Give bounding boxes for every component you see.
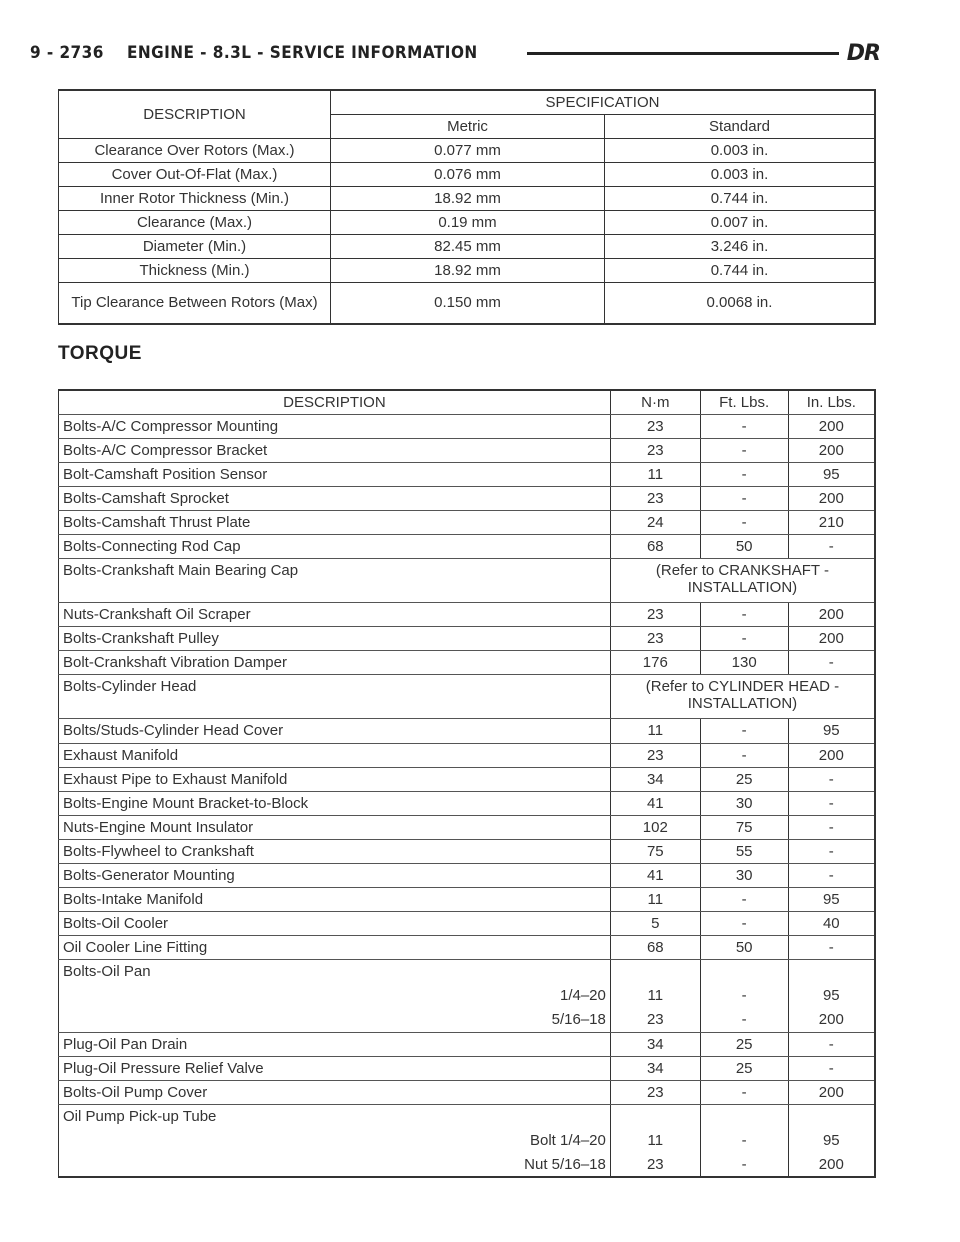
table-row [59, 1104, 876, 1128]
torque-description-cell: Bolts-Oil Cooler [59, 912, 611, 936]
table-row [59, 743, 876, 767]
torque-nm-cell: 24 [610, 510, 700, 534]
torque-nm-cell: 11 [610, 719, 700, 743]
torque-description-cell: Bolts-Camshaft Sprocket [59, 486, 611, 510]
torque-inlbs-cell: 95 [788, 462, 875, 486]
empty-cell [788, 1104, 875, 1128]
torque-description-cell: Bolts-Intake Manifold [59, 888, 611, 912]
torque-description-cell: Bolts-Crankshaft Pulley [59, 627, 611, 651]
torque-ftlbs-cell: - [700, 603, 788, 627]
torque-inlbs-cell: 95 [788, 984, 875, 1008]
torque-table [58, 389, 876, 1178]
torque-inlbs-cell: - [788, 839, 875, 863]
torque-ftlbs-cell: - [700, 510, 788, 534]
torque-inlbs-cell: 200 [788, 743, 875, 767]
table-row [59, 864, 876, 888]
torque-inlbs-cell: - [788, 815, 875, 839]
spec-description-cell: Diameter (Min.) [59, 234, 331, 258]
torque-inlbs-cell: 200 [788, 414, 875, 438]
header-rule [527, 52, 838, 55]
torque-col-inlbs: In. Lbs. [788, 390, 875, 414]
torque-description-cell: Bolt-Camshaft Position Sensor [59, 462, 611, 486]
torque-nm-cell: 5 [610, 912, 700, 936]
table-row [59, 138, 876, 162]
torque-nm-cell: 23 [610, 627, 700, 651]
spec-standard-cell: 0.744 in. [605, 258, 876, 282]
empty-cell [610, 1104, 700, 1128]
table-subrow [59, 1008, 876, 1032]
torque-ftlbs-cell: 50 [700, 535, 788, 559]
specification-table [58, 89, 876, 325]
spec-standard-cell: 0.0068 in. [605, 282, 876, 324]
torque-ftlbs-cell: - [700, 1080, 788, 1104]
torque-ftlbs-cell: - [700, 912, 788, 936]
torque-nm-cell: 23 [610, 603, 700, 627]
spec-col-standard: Standard [605, 114, 876, 138]
empty-cell [700, 1104, 788, 1128]
page-header [30, 38, 880, 68]
torque-section-title: TORQUE [58, 343, 142, 364]
spec-description-cell: Cover Out-Of-Flat (Max.) [59, 162, 331, 186]
torque-nm-cell: 68 [610, 535, 700, 559]
spec-standard-cell: 0.744 in. [605, 186, 876, 210]
spec-col-specification: SPECIFICATION [331, 90, 876, 114]
torque-description-cell: Bolts-Connecting Rod Cap [59, 535, 611, 559]
torque-nm-cell: 23 [610, 438, 700, 462]
torque-ftlbs-cell: - [700, 627, 788, 651]
table-row [59, 559, 876, 603]
spec-description-cell: Tip Clearance Between Rotors (Max) [59, 282, 331, 324]
torque-description-cell: Bolts-Oil Pump Cover [59, 1080, 611, 1104]
torque-nm-cell: 11 [610, 984, 700, 1008]
torque-inlbs-cell: - [788, 1056, 875, 1080]
table-row [59, 535, 876, 559]
torque-nm-cell: 41 [610, 791, 700, 815]
torque-ftlbs-cell: 25 [700, 1056, 788, 1080]
torque-inlbs-cell: 200 [788, 1080, 875, 1104]
torque-ftlbs-cell: 30 [700, 864, 788, 888]
torque-ftlbs-cell: - [700, 414, 788, 438]
torque-inlbs-cell: 200 [788, 1153, 875, 1177]
torque-ftlbs-cell: - [700, 1129, 788, 1153]
spec-metric-cell: 18.92 mm [331, 258, 605, 282]
torque-nm-cell: 23 [610, 1153, 700, 1177]
torque-ftlbs-cell: 75 [700, 815, 788, 839]
torque-ftlbs-cell: 25 [700, 1032, 788, 1056]
torque-description-cell: Bolts-Generator Mounting [59, 864, 611, 888]
table-row [59, 234, 876, 258]
torque-nm-cell: 11 [610, 462, 700, 486]
page-title: 9 - 2736 ENGINE - 8.3L - SERVICE INFORMATION [30, 43, 478, 63]
torque-nm-cell: 23 [610, 1008, 700, 1032]
torque-description-cell: Plug-Oil Pressure Relief Valve [59, 1056, 611, 1080]
spec-metric-cell: 18.92 mm [331, 186, 605, 210]
torque-nm-cell: 23 [610, 1080, 700, 1104]
table-row [59, 210, 876, 234]
torque-reference-cell: (Refer to CYLINDER HEAD - INSTALLATION) [610, 675, 875, 719]
torque-ftlbs-cell: - [700, 1008, 788, 1032]
table-row [59, 1080, 876, 1104]
torque-inlbs-cell: - [788, 1032, 875, 1056]
spec-standard-cell: 0.003 in. [605, 162, 876, 186]
torque-nm-cell: 41 [610, 864, 700, 888]
torque-inlbs-cell: 95 [788, 1129, 875, 1153]
torque-description-cell: Nuts-Crankshaft Oil Scraper [59, 603, 611, 627]
torque-inlbs-cell: - [788, 864, 875, 888]
spec-metric-cell: 0.076 mm [331, 162, 605, 186]
torque-inlbs-cell: 200 [788, 603, 875, 627]
table-row [59, 186, 876, 210]
empty-cell [788, 960, 875, 984]
torque-ftlbs-cell: - [700, 984, 788, 1008]
spec-col-metric: Metric [331, 114, 605, 138]
torque-description-cell: Bolts/Studs-Cylinder Head Cover [59, 719, 611, 743]
torque-ftlbs-cell: - [700, 486, 788, 510]
torque-description-cell: Exhaust Manifold [59, 743, 611, 767]
torque-description-cell: Bolt-Crankshaft Vibration Damper [59, 651, 611, 675]
torque-inlbs-cell: 200 [788, 627, 875, 651]
table-row [59, 839, 876, 863]
torque-nm-cell: 68 [610, 936, 700, 960]
torque-description-cell: Exhaust Pipe to Exhaust Manifold [59, 767, 611, 791]
table-row [59, 1032, 876, 1056]
torque-description-cell: Bolts-Camshaft Thrust Plate [59, 510, 611, 534]
table-subrow [59, 1129, 876, 1153]
table-row [59, 162, 876, 186]
torque-table-body [59, 414, 876, 1177]
empty-cell [700, 960, 788, 984]
torque-reference-cell: (Refer to CRANKSHAFT - INSTALLATION) [610, 559, 875, 603]
table-row [59, 719, 876, 743]
table-row [59, 912, 876, 936]
torque-inlbs-cell: 95 [788, 888, 875, 912]
table-row [59, 767, 876, 791]
torque-ftlbs-cell: - [700, 888, 788, 912]
table-row [59, 791, 876, 815]
spec-description-cell: Inner Rotor Thickness (Min.) [59, 186, 331, 210]
torque-description-cell: Plug-Oil Pan Drain [59, 1032, 611, 1056]
torque-nm-cell: 34 [610, 767, 700, 791]
spec-standard-cell: 0.007 in. [605, 210, 876, 234]
torque-description-cell: Oil Cooler Line Fitting [59, 936, 611, 960]
torque-ftlbs-cell: 50 [700, 936, 788, 960]
torque-inlbs-cell: - [788, 535, 875, 559]
torque-nm-cell: 23 [610, 743, 700, 767]
torque-ftlbs-cell: 25 [700, 767, 788, 791]
torque-description-cell: Nuts-Engine Mount Insulator [59, 815, 611, 839]
table-row [59, 603, 876, 627]
table-row [59, 486, 876, 510]
spec-description-cell: Clearance Over Rotors (Max.) [59, 138, 331, 162]
torque-inlbs-cell: 40 [788, 912, 875, 936]
torque-inlbs-cell: 200 [788, 1008, 875, 1032]
table-row [59, 888, 876, 912]
torque-col-ftlbs: Ft. Lbs. [700, 390, 788, 414]
table-row [59, 510, 876, 534]
table-row [59, 651, 876, 675]
table-row [59, 282, 876, 324]
torque-inlbs-cell: 210 [788, 510, 875, 534]
spec-metric-cell: 0.150 mm [331, 282, 605, 324]
torque-nm-cell: 102 [610, 815, 700, 839]
torque-inlbs-cell: 200 [788, 486, 875, 510]
torque-nm-cell: 176 [610, 651, 700, 675]
torque-inlbs-cell: - [788, 767, 875, 791]
torque-inlbs-cell: - [788, 651, 875, 675]
brand-mark: DR [846, 40, 880, 66]
table-row [59, 438, 876, 462]
spec-metric-cell: 0.077 mm [331, 138, 605, 162]
spec-standard-cell: 0.003 in. [605, 138, 876, 162]
torque-description-cell: Bolts-Cylinder Head [59, 675, 611, 719]
torque-subrow-label: Nut 5/16–18 [59, 1153, 611, 1177]
torque-ftlbs-cell: 30 [700, 791, 788, 815]
table-row [59, 936, 876, 960]
spec-metric-cell: 0.19 mm [331, 210, 605, 234]
torque-col-description: DESCRIPTION [59, 390, 611, 414]
table-row [59, 815, 876, 839]
torque-description-cell: Bolts-Flywheel to Crankshaft [59, 839, 611, 863]
spec-col-description: DESCRIPTION [59, 90, 331, 138]
spec-standard-cell: 3.246 in. [605, 234, 876, 258]
torque-inlbs-cell: 200 [788, 438, 875, 462]
torque-nm-cell: 34 [610, 1056, 700, 1080]
torque-nm-cell: 75 [610, 839, 700, 863]
torque-nm-cell: 34 [610, 1032, 700, 1056]
torque-subrow-label: 5/16–18 [59, 1008, 611, 1032]
torque-nm-cell: 23 [610, 414, 700, 438]
torque-col-nm: N·m [610, 390, 700, 414]
torque-nm-cell: 11 [610, 1129, 700, 1153]
torque-inlbs-cell: - [788, 936, 875, 960]
torque-ftlbs-cell: - [700, 719, 788, 743]
torque-description-cell: Bolts-A/C Compressor Mounting [59, 414, 611, 438]
table-row [59, 627, 876, 651]
torque-description-cell: Oil Pump Pick-up Tube [59, 1104, 611, 1128]
table-row [59, 960, 876, 984]
torque-inlbs-cell: 95 [788, 719, 875, 743]
spec-table-body [59, 138, 876, 324]
table-row [59, 462, 876, 486]
table-subrow [59, 1153, 876, 1177]
table-row [59, 414, 876, 438]
torque-ftlbs-cell: 130 [700, 651, 788, 675]
torque-ftlbs-cell: - [700, 743, 788, 767]
torque-description-cell: Bolts-Oil Pan [59, 960, 611, 984]
torque-subrow-label: 1/4–20 [59, 984, 611, 1008]
table-row [59, 1056, 876, 1080]
table-subrow [59, 984, 876, 1008]
table-row [59, 258, 876, 282]
torque-ftlbs-cell: - [700, 462, 788, 486]
spec-metric-cell: 82.45 mm [331, 234, 605, 258]
empty-cell [610, 960, 700, 984]
torque-nm-cell: 23 [610, 486, 700, 510]
table-row [59, 675, 876, 719]
torque-description-cell: Bolts-A/C Compressor Bracket [59, 438, 611, 462]
torque-ftlbs-cell: - [700, 1153, 788, 1177]
torque-description-cell: Bolts-Engine Mount Bracket-to-Block [59, 791, 611, 815]
spec-description-cell: Thickness (Min.) [59, 258, 331, 282]
torque-subrow-label: Bolt 1/4–20 [59, 1129, 611, 1153]
torque-ftlbs-cell: - [700, 438, 788, 462]
torque-inlbs-cell: - [788, 791, 875, 815]
torque-nm-cell: 11 [610, 888, 700, 912]
torque-ftlbs-cell: 55 [700, 839, 788, 863]
spec-description-cell: Clearance (Max.) [59, 210, 331, 234]
torque-description-cell: Bolts-Crankshaft Main Bearing Cap [59, 559, 611, 603]
